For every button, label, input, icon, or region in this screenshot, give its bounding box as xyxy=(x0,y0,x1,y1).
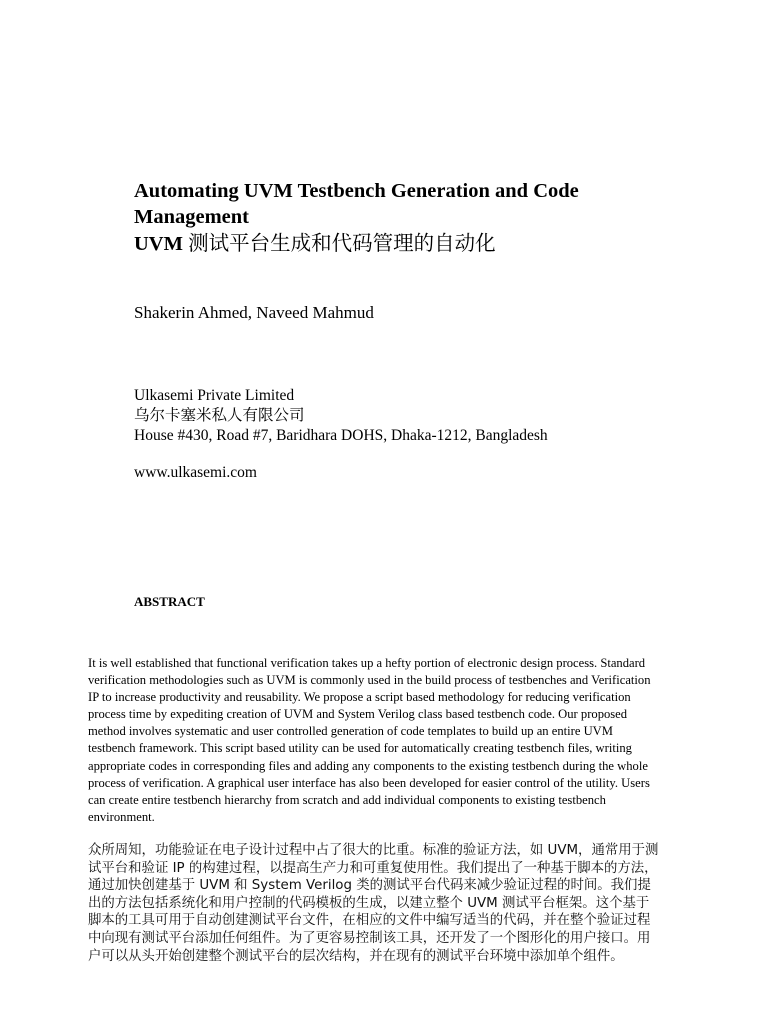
affiliation-block xyxy=(134,386,694,446)
company-name-chinese: 乌尔卡塞米私人有限公司 xyxy=(134,407,305,424)
abstract-chinese: 众所周知，功能验证在电子设计过程中占了很大的比重。标准的验证方法，如 UVM，通常用于测试平台和验证 IP 的构建过程，以提高生产力和可重复使用性。我们提出了一种基于脚本的方法，通过加快创建基于 UVM 和 System Verilog 类的测试平台代码来减少验证过程的时间。我们提出的方法包括系统化和用户控制的代码模板的生成，以建立整个 UVM 测试平台框架。这个基于脚本的工具可用于自动创建测试平台文件，在相应的文件中编写适当的代码，并在整个验证过程中向现有测试平台添加任何组件。为了更容易控制该工具，还开发了一个图形化的用户接口。用户可以从头开始创建整个测试平台的层次结构，并在现有的测试平台环境中添加单个组件。 xyxy=(88,843,659,964)
abstract-english: It is well established that functional verification takes up a hefty portion of electronic design process. Standard verification methodologies such as UVM is commonly used in the build process of testbenches and Verification IP to increase productivity and reusability. We propose a script based methodology for reducing verification process time by expediting creation of UVM and System Verilog class based testbench code. Our proposed method involves systematic and user controlled generation of code templates to build up an entire UVM testbench framework. This script based utility can be used for automatically creating testbench files, writing appropriate codes in corresponding files and adding any components to the existing testbench during the whole process of verification. A graphical user interface has also been developed for easier control of the utility. Users can create entire testbench hierarchy from scratch and add individual components to existing testbench environment. xyxy=(88,656,651,824)
paper-title-chinese-rest: 测试平台生成和代码管理的自动化 xyxy=(182,233,496,255)
paper-title-chinese xyxy=(134,230,654,258)
paper-title-chinese-prefix: UVM xyxy=(134,233,183,255)
company-name-english: Ulkasemi Private Limited xyxy=(134,387,295,404)
paper-title-english: Automating UVM Testbench Generation and Code Management xyxy=(134,180,579,228)
company-website: www.ulkasemi.com xyxy=(134,464,257,481)
authors: Shakerin Ahmed, Naveed Mahmud xyxy=(134,303,374,322)
abstract-heading: ABSTRACT xyxy=(134,594,205,609)
title-block xyxy=(134,178,654,258)
company-address: House #430, Road #7, Baridhara DOHS, Dhaka-1212, Bangladesh xyxy=(134,427,548,444)
